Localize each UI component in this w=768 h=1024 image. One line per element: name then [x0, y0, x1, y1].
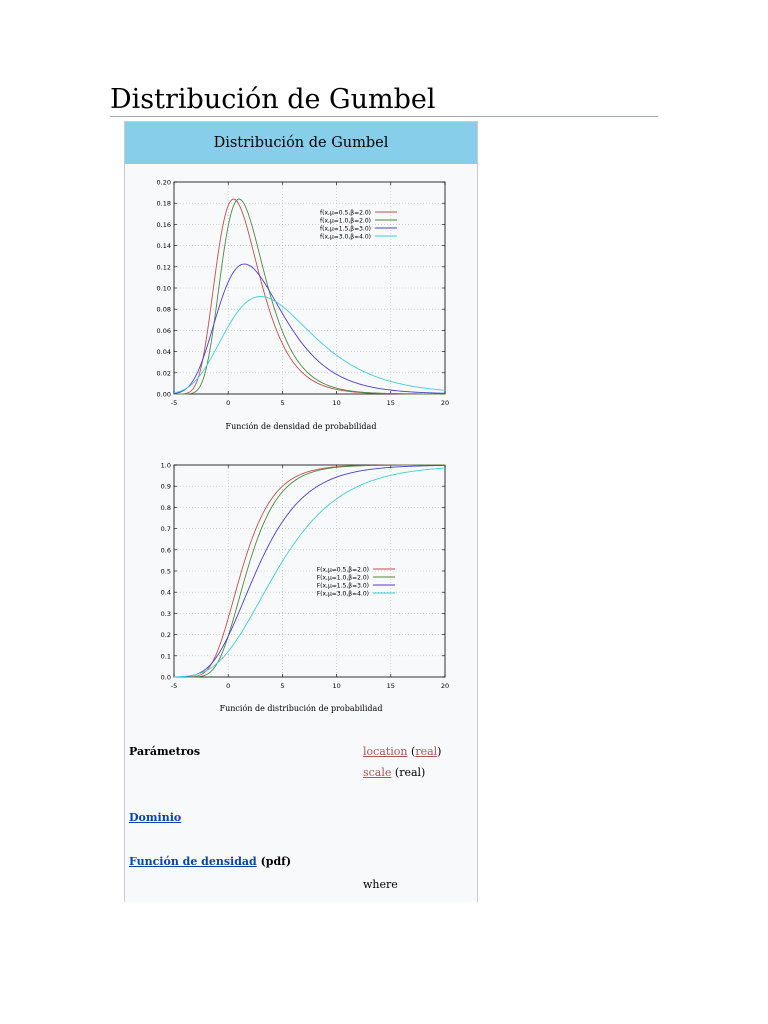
y-tick-label: 0.8	[160, 503, 171, 512]
pdf-row	[129, 855, 291, 868]
x-tick-label: 10	[332, 682, 341, 690]
location-paren-close: )	[437, 745, 442, 758]
legend-label: f(x,μ=0.5,β=2.0)	[320, 209, 371, 217]
infobox	[124, 121, 478, 902]
y-tick-label: 0.0	[160, 673, 171, 682]
infobox-header: Distribución de Gumbel	[125, 122, 477, 164]
y-tick-label: 0.12	[156, 263, 171, 272]
series-line	[174, 199, 445, 394]
y-tick-label: 0.4	[160, 588, 171, 597]
x-tick-label: 5	[280, 399, 285, 407]
y-tick-label: 1.0	[160, 461, 171, 470]
scale-link[interactable]: scale	[363, 766, 392, 779]
y-tick-label: 0.1	[160, 652, 171, 661]
pdf-plot	[125, 172, 477, 412]
params-label: Parámetros	[129, 745, 201, 758]
x-tick-label: 5	[280, 682, 285, 690]
legend-label: f(x,μ=3.0,β=4.0)	[320, 233, 371, 241]
page-title: Distribución de Gumbel	[110, 84, 436, 115]
x-tick-label: -5	[170, 682, 178, 690]
pdf-chart	[125, 172, 477, 412]
x-tick-label: 20	[440, 399, 450, 407]
y-tick-label: 0.06	[156, 326, 171, 335]
location-paren-open: (	[407, 745, 416, 758]
location-link[interactable]: location	[363, 745, 408, 758]
domain-link[interactable]: Dominio	[129, 811, 182, 824]
x-tick-label: 20	[440, 682, 450, 690]
y-tick-label: 0.7	[160, 525, 171, 534]
pdf-link[interactable]: Función de densidad	[129, 855, 257, 868]
series-line	[174, 468, 445, 677]
legend-label: F(x,μ=3.0,β=4.0)	[316, 590, 369, 598]
title-divider	[110, 116, 658, 117]
x-tick-label: 15	[386, 399, 395, 407]
scale-param	[363, 766, 425, 779]
x-tick-label: 0	[226, 682, 231, 690]
legend-label: f(x,μ=1.5,β=3.0)	[320, 225, 371, 233]
location-param	[363, 745, 441, 758]
x-tick-label: 10	[332, 399, 341, 407]
series-line	[174, 199, 445, 394]
scale-suffix: (real)	[391, 766, 426, 779]
y-tick-label: 0.18	[156, 199, 171, 208]
legend-label: F(x,μ=1.0,β=2.0)	[316, 574, 369, 582]
y-tick-label: 0.20	[156, 178, 171, 187]
y-tick-label: 0.2	[160, 631, 171, 640]
y-tick-label: 0.6	[160, 546, 171, 555]
x-tick-label: -5	[170, 399, 178, 407]
y-tick-label: 0.3	[160, 609, 171, 618]
y-tick-label: 0.16	[156, 220, 171, 229]
x-tick-label: 15	[386, 682, 395, 690]
x-tick-label: 0	[226, 399, 231, 407]
y-tick-label: 0.5	[160, 567, 171, 576]
y-tick-label: 0.02	[156, 369, 171, 378]
cdf-chart	[125, 455, 477, 695]
y-tick-label: 0.08	[156, 305, 171, 314]
cdf-caption: Función de distribución de probabilidad	[219, 704, 383, 713]
real-link[interactable]: real	[415, 745, 438, 758]
legend-label: f(x,μ=1.0,β=2.0)	[320, 217, 371, 225]
pdf-suffix: (pdf)	[256, 855, 292, 868]
pdf-caption: Función de densidad de probabilidad	[225, 422, 377, 431]
legend-label: F(x,μ=1.5,β=3.0)	[316, 582, 369, 590]
where-text: where	[363, 878, 398, 891]
y-tick-label: 0.00	[156, 390, 171, 399]
y-tick-label: 0.14	[156, 242, 171, 251]
y-tick-label: 0.10	[156, 284, 171, 293]
y-tick-label: 0.04	[156, 348, 171, 357]
y-tick-label: 0.9	[160, 482, 171, 491]
cdf-plot	[125, 455, 477, 695]
domain-row	[129, 811, 181, 824]
legend-label: F(x,μ=0.5,β=2.0)	[316, 566, 369, 574]
